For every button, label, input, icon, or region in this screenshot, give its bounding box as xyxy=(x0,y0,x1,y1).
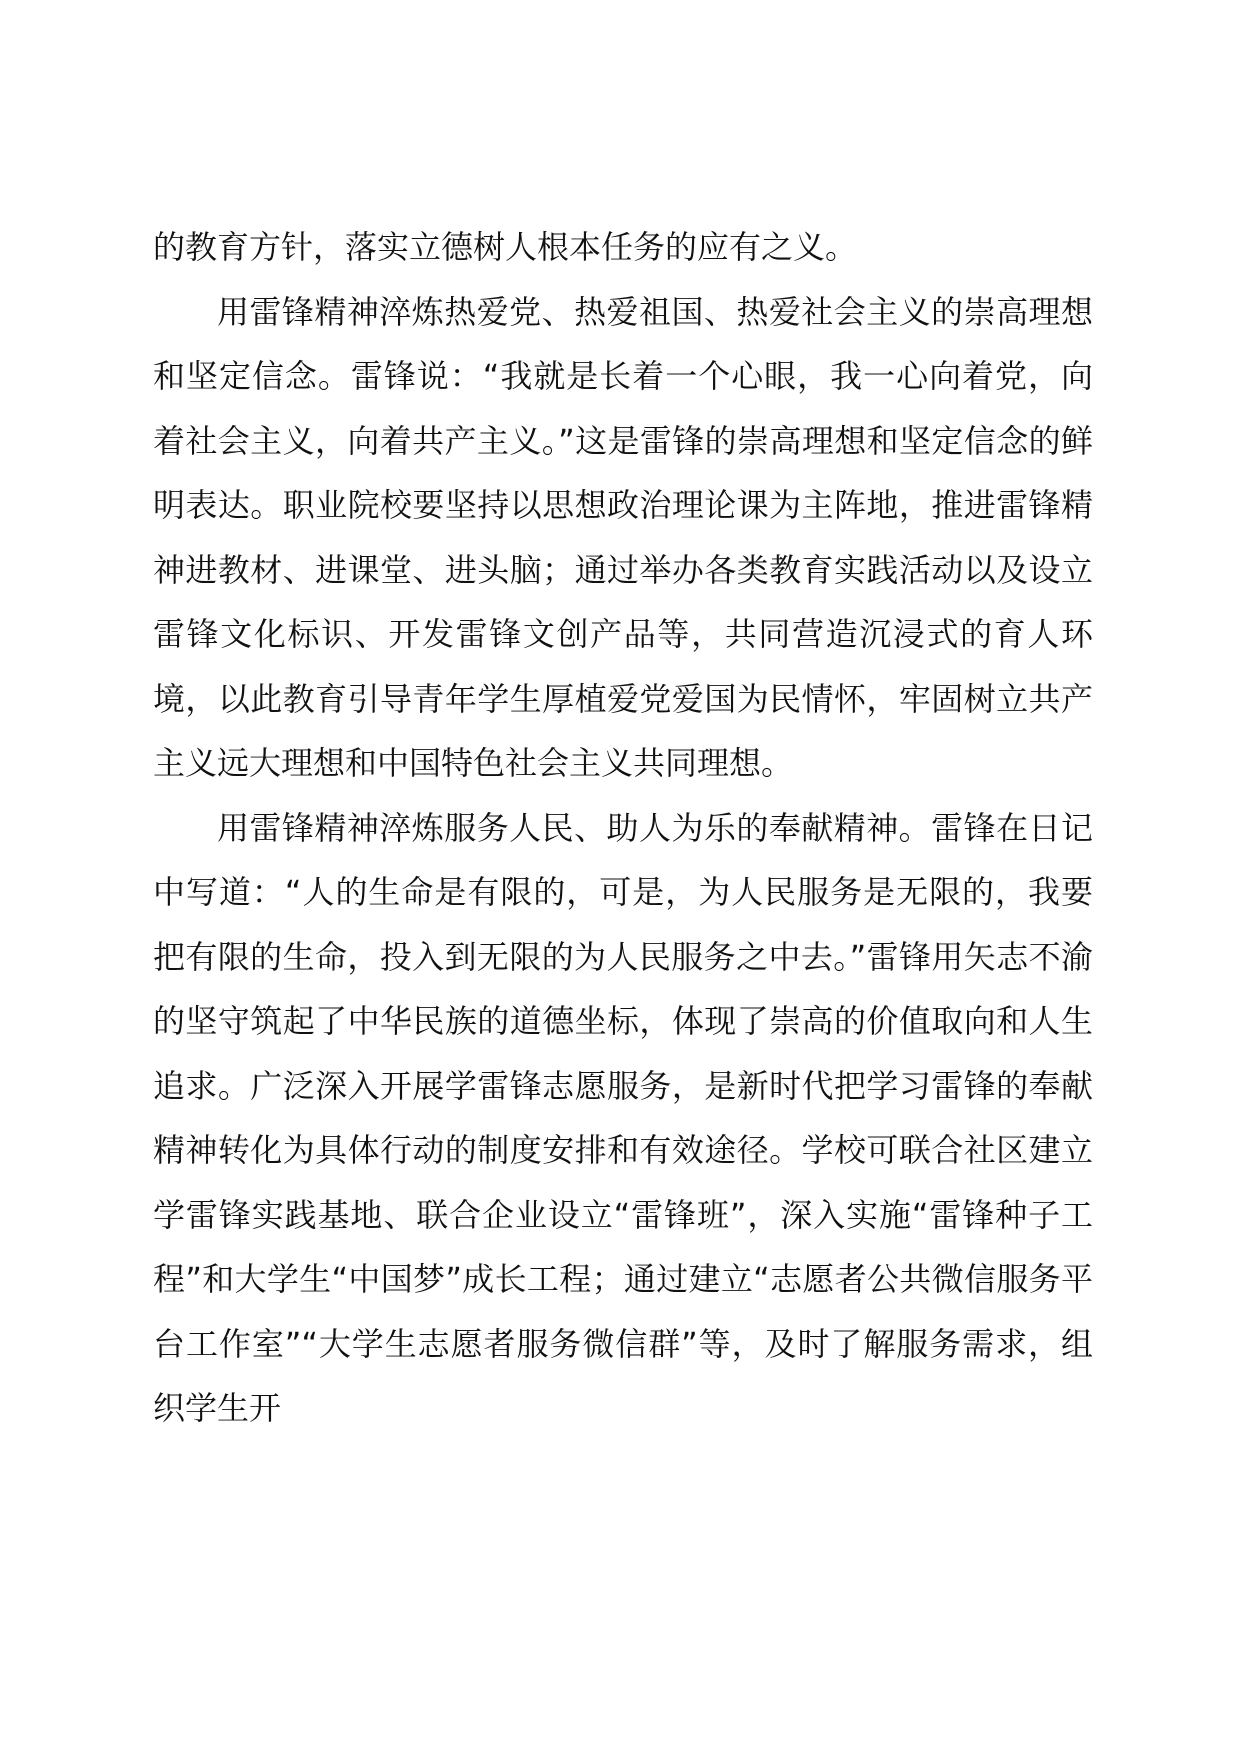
paragraph-continuation: 的教育方针，落实立德树人根本任务的应有之义。 xyxy=(153,228,858,266)
paragraph-dedication-spirit: 用雷锋精神淬炼服务人民、助人为乐的奉献精神。雷锋在日记中写道：“人的生命是有限的，可是，为人民服务是无限的，我要把有限的生命，投入到无限的为人民服务之中去。”雷锋用矢志不渝的坚守筑起了中华民族的道德坐标，体现了崇高的价值取向和人生追求。广泛深入开展学雷锋志愿服务，是新时代把学习雷锋的奉献精神转化为具体行动的制度安排和有效途径。学校可联合社区建立学雷锋实践基地、联合企业设立“雷锋班”，深入实施“雷锋种子工程”和大学生“中国梦”成长工程；通过建立“志愿者公共微信服务平台工作室”“大学生志愿者服务微信群”等，及时了解服务需求，组织学生开 xyxy=(153,808,1093,1427)
paragraph-ideals-and-beliefs: 用雷锋精神淬炼热爱党、热爱祖国、热爱社会主义的崇高理想和坚定信念。雷锋说：“我就是长着一个心眼，我一心向着党，向着社会主义，向着共产主义。”这是雷锋的崇高理想和坚定信念的鲜明表达。职业院校要坚持以思想政治理论课为主阵地，推进雷锋精神进教材、进课堂、进头脑；通过举办各类教育实践活动以及设立雷锋文化标识、开发雷锋文创产品等，共同营造沉浸式的育人环境，以此教育引导青年学生厚植爱党爱国为民情怀，牢固树立共产主义远大理想和中国特色社会主义共同理想。 xyxy=(153,292,1093,782)
body-text xyxy=(153,215,1093,1441)
